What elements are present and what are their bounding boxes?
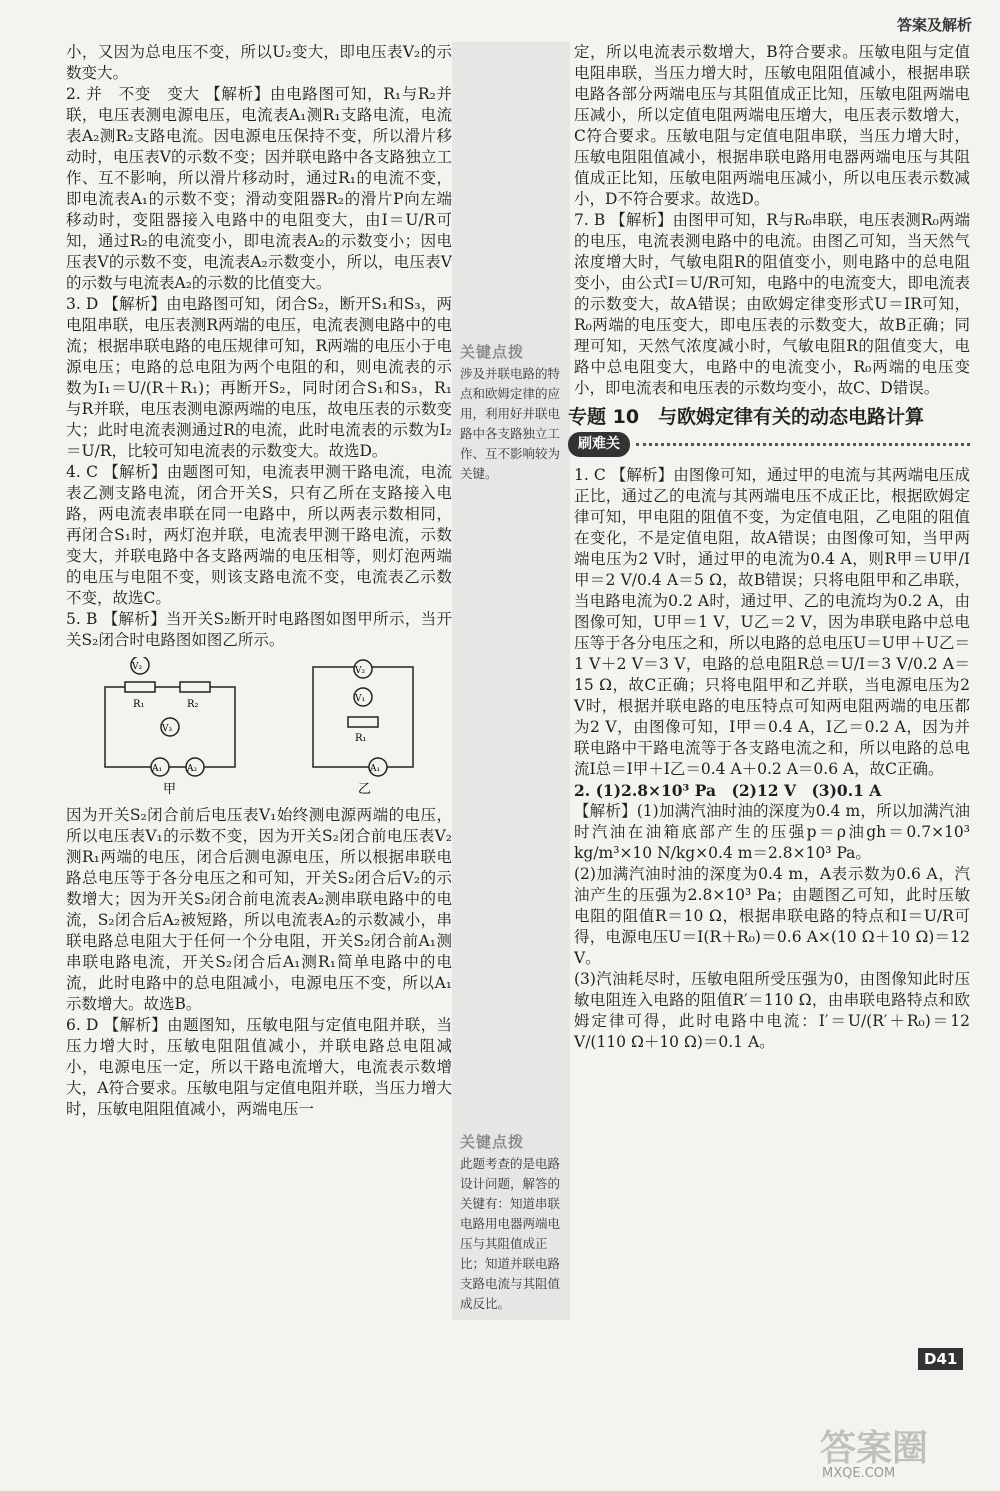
v2-label-yi: V₂ <box>355 666 366 676</box>
tip-box <box>460 1132 564 1314</box>
watermark-url: MXQE.COM <box>822 1466 896 1481</box>
a1-label-yi: A₁ <box>370 764 381 774</box>
paragraph: 定，所以电流表示数增大，B符合要求。压敏电阻与定值电阻串联，当压力增大时，压敏电阻阻值减小，根据串联电路各部分两端电压与其阻值成正比知，压敏电阻两端电压减小，所以定值电阻两端电压增大，电压表示数增大，C符合要求。压敏电阻与定值电阻串联，当压力增大时，压敏电阻阻值减小，根据串联电路用电器两端电压与其阻值成正比知，压敏电阻两端电压减小，所以电压表示数减小，D不符合要求。故选D。 <box>574 43 970 208</box>
answer-1: 1. C 【解析】由图像可知，通过甲的电流与其两端电压成正比，通过乙的电流与其两端电压不成正比，根据欧姆定律可知，甲电阻的阻值不变，为定值电阻，乙电阻的阻值在变化，不是定值电阻，故A错误；由图像可知，当甲两端电压为2 V时，通过甲的电流为0.4 A，则R甲＝U甲/I甲＝2 V/0.4 A＝5 Ω，故B错误；只将电阻甲和乙串联，当电路电流为0.2 A时，通过甲、乙的电流均为0.2 A，由图像可知，U甲＝1 V，U乙＝2 V，因为串联电路中总电压等于各分电压之和，所以电路的总电压U＝U甲＋U乙＝1 V＋2 V＝3 V，电路的总电阻R总＝U/I＝3 V/0.2 A＝15 Ω，故C正确；只将电阻甲和乙并联，当电源电压为2 V时，根据并联电路的电压特点可知两电阻两端的电压都为2 V，由图像可知，I甲＝0.4 A，I乙＝0.2 A，因为并联电路中干路电流等于各支路电流之和，所以电路的总电流I总＝I甲＋I乙＝0.4 A＋0.2 A＝0.6 A，故C正确。 <box>574 466 970 778</box>
paragraph: 小，又因为总电压不变，所以U₂变大，即电压表V₂的示数变大。 <box>66 43 452 82</box>
figure-label-yi: 乙 <box>358 782 372 797</box>
paragraph: (3)汽油耗尽时，压敏电阻所受压强为0，由图像知此时压敏电阻连入电路的阻值R′＝110 Ω，由串联电路特点和欧姆定律可得，此时电路中电流：I′＝U/(R′＋R₀)＝12 V/(110 Ω＋10 Ω)＝0.1 A。 <box>574 970 970 1051</box>
header-title: 答案及解析 <box>896 16 972 34</box>
a1-label: A₁ <box>152 764 163 774</box>
section-title: 专题 10 与欧姆定律有关的动态电路计算 <box>568 406 925 428</box>
circuit-figures <box>66 657 452 797</box>
page-number: D41 <box>918 1348 963 1370</box>
tip-title: 关键点拨 <box>460 343 525 361</box>
tip-title: 关键点拨 <box>460 1133 525 1151</box>
paragraph: 【解析】(1)加满汽油时油的深度为0.4 m，所以加满汽油时汽油在油箱底部产生的压强p＝ρ油gh＝0.7×10³ kg/m³×10 N/kg×0.4 m＝2.8×10³ Pa。 <box>574 802 970 862</box>
dotted-divider <box>636 443 970 446</box>
answer-4: 4. C 【解析】由题图可知，电流表甲测干路电流，电流表乙测支路电流，闭合开关S，只有乙所在支路接入电路，两电流表串联在同一电路中，所以两表示数相同，再闭合S₁时，两灯泡并联，电流表甲测干路电流，示数变大，并联电路中各支路两端的电压相等，则灯泡两端的电压与电阻不变，则该支路电流不变，电流表乙示数不变，故选C。 <box>66 463 452 607</box>
tip-text: 此题考查的是电路设计问题，解答的关键有：知道串联电路用电器两端电压与其阻值成正比；知道并联电路支路电流与其阻值成反比。 <box>460 1156 561 1311</box>
v1-label-yi: V₁ <box>355 694 366 704</box>
figure-label-jia: 甲 <box>163 782 177 797</box>
answer-2-key: 2. (1)2.8×10³ Pa (2)12 V (3)0.1 A <box>574 781 882 800</box>
answer-5: 5. B 【解析】当开关S₂断开时电路图如图甲所示，当开关S₂闭合时电路图如图乙所示。 <box>66 610 452 649</box>
tips-sidebar <box>452 42 570 1320</box>
answer-7: 7. B 【解析】由图甲可知，R与R₀串联，电压表测R₀两端的电压，电流表测电路中的电流。由图乙可知，当天然气浓度增大时，气敏电阻R的阻值变小，则电路中的总电阻变小，由公式I＝U/R可知，电路中的电流变大，即电流表的示数变大，故A错误；由欧姆定律变形式U＝IR可知，R₀两端的电压变大，即电压表的示数变大，故B正确；同理可知，天然气浓度减小时，气敏电阻R的阻值变大，电路中总电阻变大，电路中的电流变小，R₀两端的电压变小，即电流表和电压表的示数均变小，故C、D错误。 <box>574 211 970 397</box>
circuit-diagram-yi <box>303 657 423 797</box>
paragraph: 因为开关S₂闭合前后电压表V₁始终测电源两端的电压，所以电压表V₁的示数不变，因为开关S₂闭合前电压表V₂测R₁两端的电压，闭合后测电源电压，所以根据串联电路总电压等于各分电压之和可知，开关S₂闭合后V₂的示数增大；因为开关S₂闭合前电流表A₂测串联电路中的电流，S₂闭合后A₂被短路，所以电流表A₂的示数减小，串联电路总电阻大于任何一个分电阻，开关S₂闭合前A₁测串联电路电流，开关S₂闭合后A₁测R₁简单电路中的电流，此时电路中的总电阻减小，电源电压不变，所以A₁示数增大。故选B。 <box>66 806 452 1013</box>
paragraph: (2)加满汽油时油的深度为0.4 m，A表示数为0.6 A，汽油产生的压强为2.8×10³ Pa；由题图乙可知，此时压敏电阻的阻值R＝10 Ω，根据串联电路的特点和I＝U/R可得，电源电压U＝I(R＋R₀)＝0.6 A×(10 Ω＋10 Ω)＝12 V。 <box>574 865 970 967</box>
right-column <box>568 42 970 1053</box>
answer-6: 6. D 【解析】由题图知，压敏电阻与定值电阻并联，当压力增大时，压敏电阻阻值减小，并联电路总电阻减小，电源电压一定，所以干路电流增大，电流表示数增大，A符合要求。压敏电阻与定值电阻并联，当压力增大时，压敏电阻阻值减小，两端电压一 <box>66 1016 452 1118</box>
v3-label: V₃ <box>162 724 173 734</box>
r2-label: R₂ <box>187 699 199 710</box>
left-column <box>66 42 452 1120</box>
answer-3: 3. D 【解析】由电路图可知，闭合S₂，断开S₁和S₃，两电阻串联，电压表测R两端的电压，电流表测电路中的电流；根据串联电路的电压规律可知，R两端的电压小于电源电压；电路的总电阻为两个电阻的和，则电流表的示数为I₁＝U/(R＋R₁)；再断开S₂，同时闭合S₁和S₃，R₁与R并联，电压表测电源两端的电压，故电压表的示数变大；此时电流表测通过R的电流，此时电流表的示数为I₂＝U/R，比较可知电流表的示数变大。故选D。 <box>66 295 452 460</box>
r1-label: R₁ <box>133 699 145 710</box>
circuit-diagram-jia <box>95 657 245 797</box>
tip-text: 涉及并联电路的特点和欧姆定律的应用，利用好并联电路中各支路独立工作、互不影响较为关键。 <box>460 366 561 481</box>
answer-2: 2. 并 不变 变大 【解析】由电路图可知，R₁与R₂并联，电压表测电源电压，电流表A₁测R₁支路电流，电流表A₂测R₂支路电流。因电源电压保持不变，所以滑片移动时，电压表V的示数不变；因并联电路中各支路独立工作、互不影响，所以滑片移动时，通过R₁的电流不变，即电流表A₁的示数不变；滑动变阻器R₂的滑片P向左端移动时，变阻器接入电路中的电阻变大，由I＝U/R可知，通过R₂的电流变小，即电流表A₂的示数变小；因电压表V的示数不变，电流表A₂示数变小，所以，电压表V的示数与电流表A₂的示数的比值变大。 <box>66 85 452 292</box>
watermark-logo: 答案圈 <box>820 1428 929 1469</box>
tip-box <box>460 342 564 484</box>
section-badge <box>568 432 970 457</box>
r1-label-yi: R₁ <box>355 733 367 744</box>
a2-label: A₂ <box>187 764 198 774</box>
v2-label: V₂ <box>132 662 143 672</box>
badge-label: 刷难关 <box>568 432 630 457</box>
